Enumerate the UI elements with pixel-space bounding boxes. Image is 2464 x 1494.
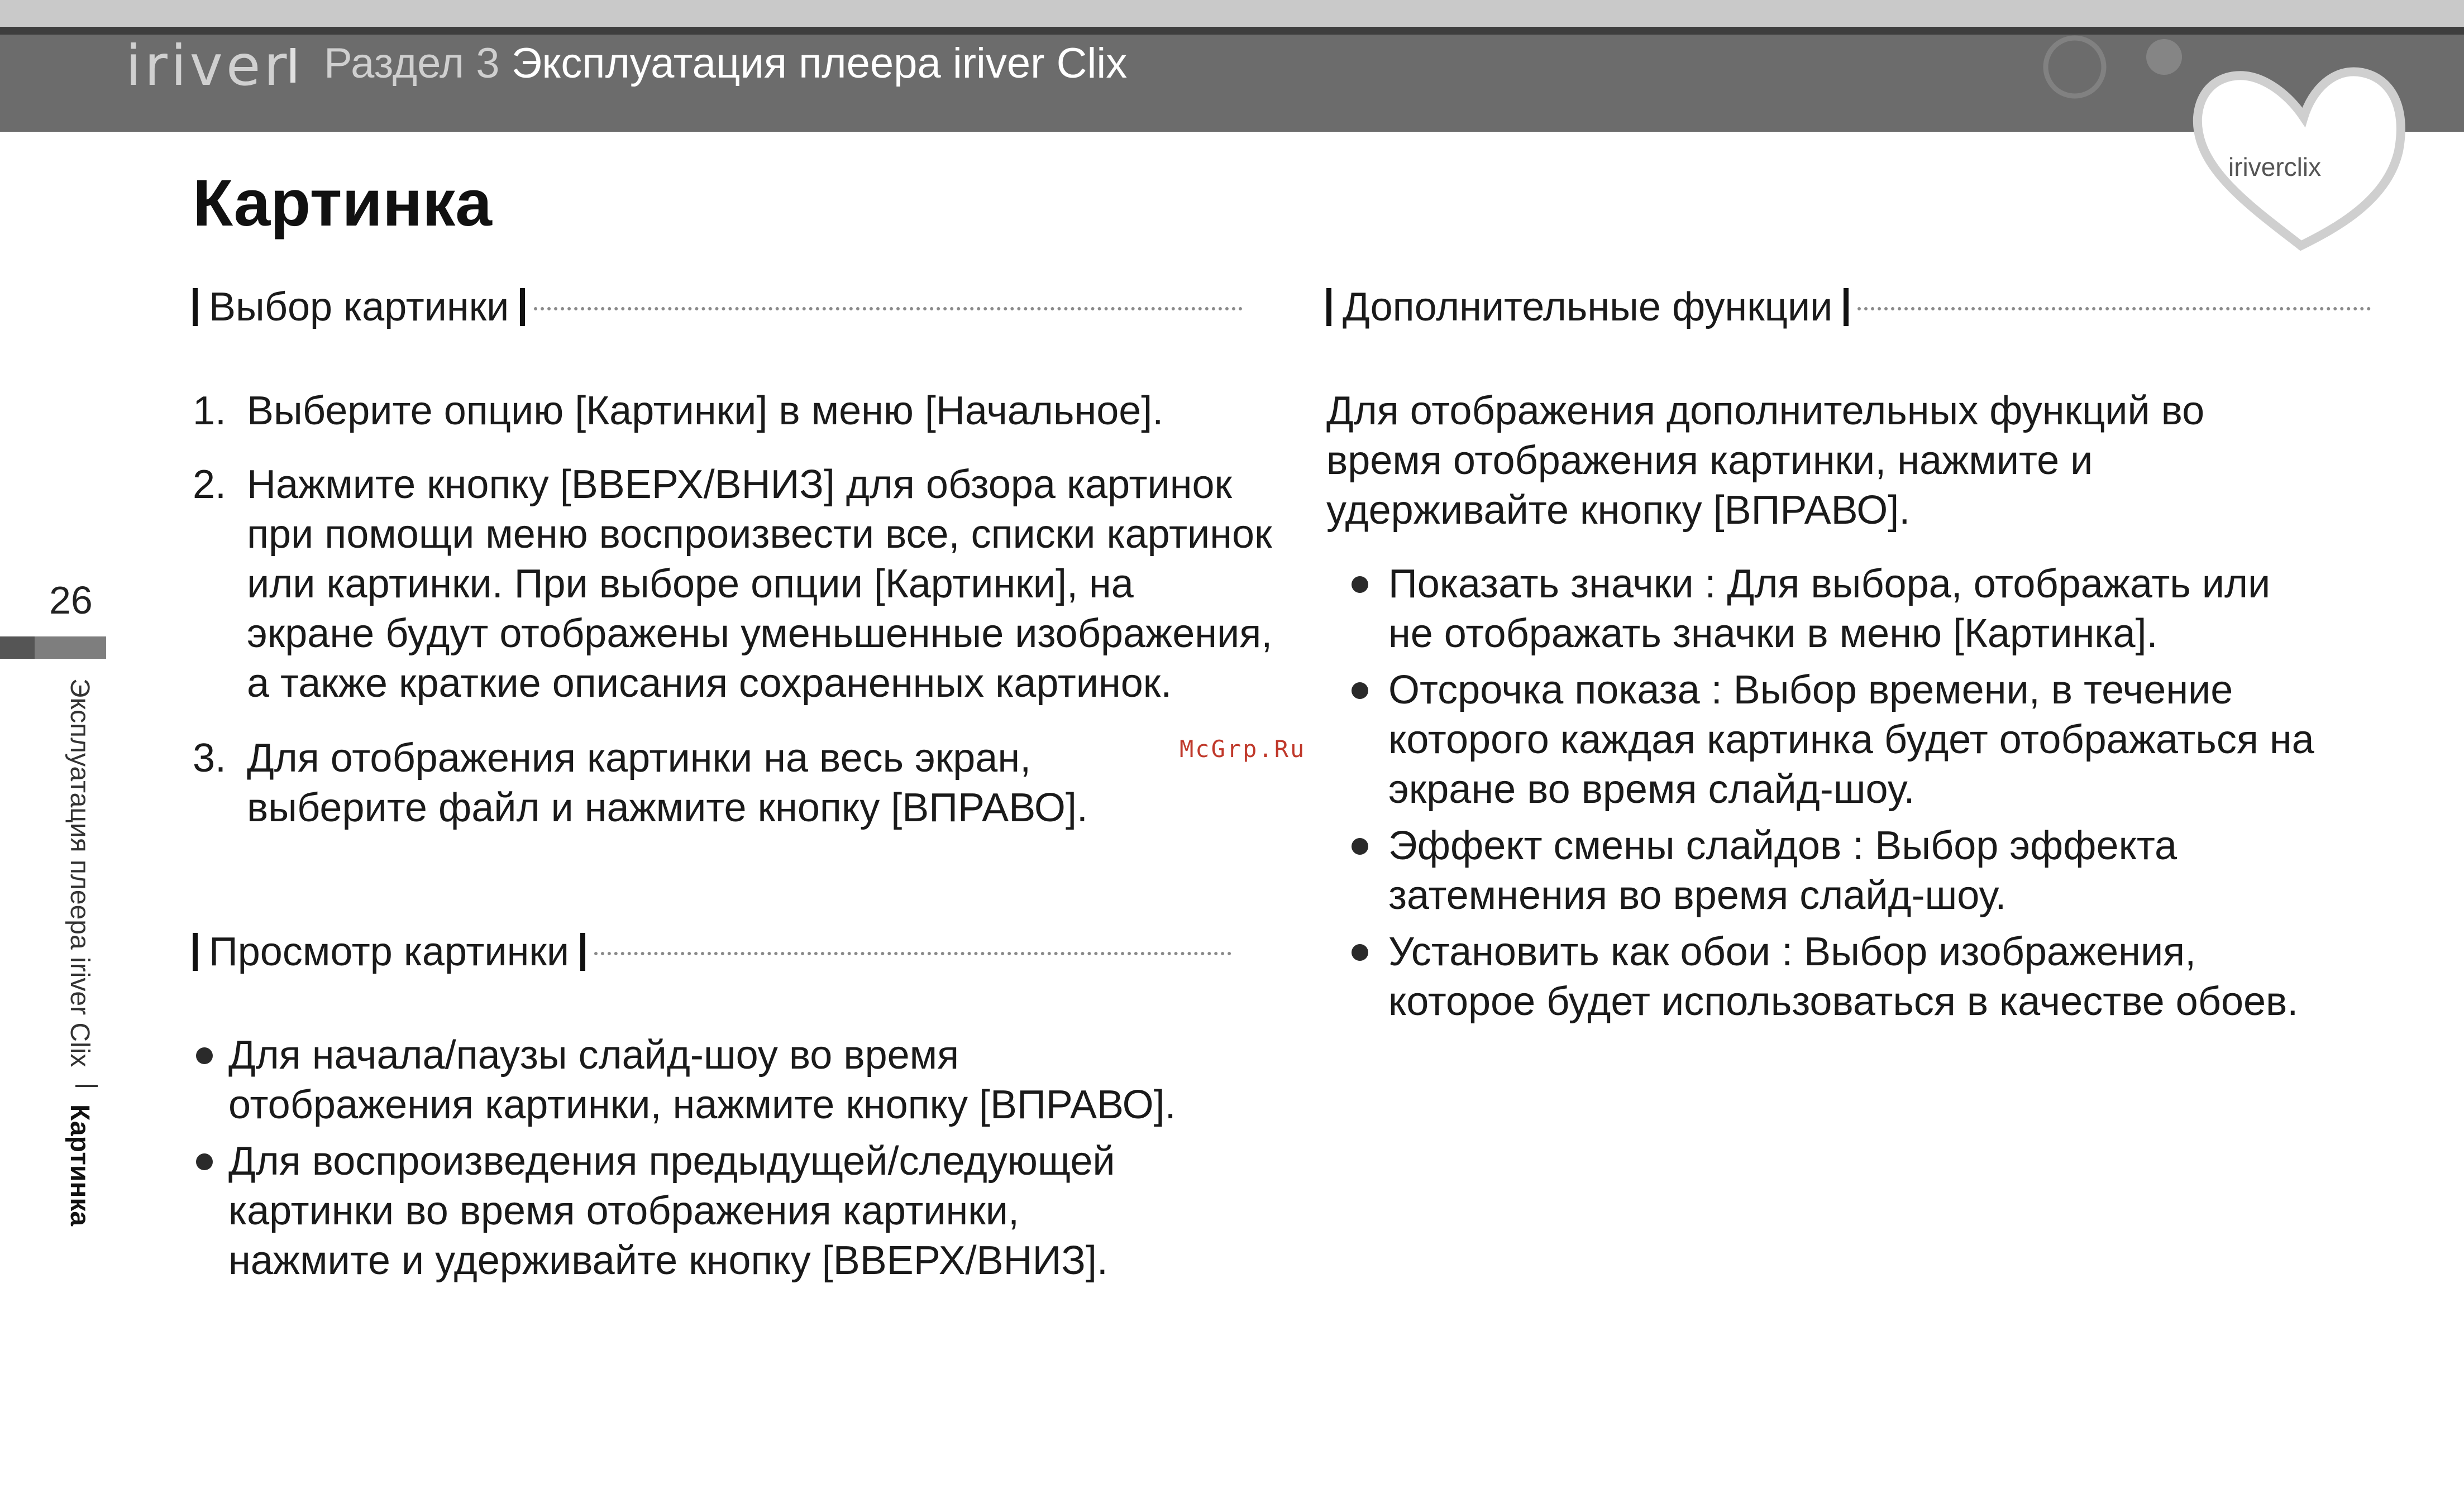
step-number: 2. bbox=[193, 462, 227, 507]
running-header bbox=[324, 42, 1127, 85]
page-tab-bar-dark bbox=[0, 636, 35, 659]
list-item bbox=[1352, 665, 2446, 815]
heading-bar-left bbox=[193, 288, 198, 326]
step-text bbox=[247, 460, 1287, 708]
extra-intro bbox=[1326, 386, 2432, 535]
heading-bar-left bbox=[1326, 288, 1331, 326]
iriver-brand-logo: iriver bbox=[126, 33, 290, 98]
heading-bar-right bbox=[580, 933, 585, 971]
side-separator bbox=[75, 1085, 98, 1087]
text-line: картинки во время отображения картинки, bbox=[228, 1189, 1020, 1233]
page-number: 26 bbox=[49, 578, 93, 622]
step-item bbox=[193, 386, 1287, 436]
text-line: Для отображения картинки на весь экран, bbox=[247, 736, 1032, 780]
section-label: Раздел 3 bbox=[324, 40, 500, 87]
text-line: а также краткие описания сохраненных картинок. bbox=[247, 661, 1172, 706]
text-line: Установить как обои : Выбор изображения, bbox=[1388, 930, 2196, 974]
text-line: выберите файл и нажмите кнопку [ВПРАВО]. bbox=[247, 786, 1088, 830]
side-chapter: Эксплуатация плеера iriver Clix bbox=[65, 678, 94, 1067]
section-heading-view bbox=[193, 927, 1231, 977]
view-bullet-list bbox=[193, 1031, 1287, 1286]
iriverclix-heart-logo bbox=[2022, 22, 2413, 257]
text-line: удерживайте кнопку [ВПРАВО]. bbox=[1326, 488, 1911, 533]
text-line: Эффект смены слайдов : Выбор эффекта bbox=[1388, 823, 2178, 868]
list-item bbox=[1352, 821, 2446, 921]
text-line: Нажмите кнопку [ВВЕРХ/ВНИЗ] для обзора картинок bbox=[247, 462, 1233, 507]
text-line: нажмите и удерживайте кнопку [ВВЕРХ/ВНИЗ]. bbox=[228, 1238, 1108, 1283]
step-text bbox=[247, 734, 1287, 833]
section-heading-view-label: Просмотр картинки bbox=[209, 930, 570, 974]
heading-bar-right bbox=[1844, 288, 1849, 326]
step-number: 1. bbox=[193, 389, 227, 433]
section-heading-extra-label: Дополнительные функции bbox=[1343, 285, 1833, 329]
text-line: Для отображения дополнительных функций во bbox=[1326, 389, 2205, 433]
section-heading-extra bbox=[1326, 282, 2371, 332]
step-text: Выберите опцию [Картинки] в меню [Начальное]. bbox=[247, 389, 1164, 433]
section-heading-select-label: Выбор картинки bbox=[209, 285, 509, 329]
heading-bar-left bbox=[193, 933, 198, 971]
chapter-title: Эксплуатация плеера iriver Clix bbox=[511, 40, 1128, 87]
text-line: которого каждая картинка будет отображаться на bbox=[1388, 717, 2314, 762]
list-item bbox=[1352, 927, 2446, 1027]
heading-dotted-rule bbox=[594, 952, 1231, 955]
text-line: экране будут отображены уменьшенные изображения, bbox=[247, 611, 1273, 656]
side-section: Картинка bbox=[65, 1104, 94, 1227]
text-line: время отображения картинки, нажмите и bbox=[1326, 438, 2093, 483]
step-number: 3. bbox=[193, 736, 227, 780]
watermark: McGrp.Ru bbox=[1180, 735, 1306, 763]
text-line: при помощи меню воспроизвести все, списки картинок bbox=[247, 512, 1272, 557]
heading-dotted-rule bbox=[1857, 307, 2371, 310]
text-line: Для начала/паузы слайд-шоу во время bbox=[228, 1033, 959, 1078]
side-running-title bbox=[66, 678, 98, 1226]
step-item bbox=[193, 460, 1287, 708]
extra-bullet-list bbox=[1352, 559, 2446, 1027]
heading-dotted-rule bbox=[534, 307, 1243, 310]
text-line: или картинки. При выборе опции [Картинки], на bbox=[247, 562, 1134, 606]
text-line: Показать значки : Для выбора, отображать или bbox=[1388, 562, 2271, 606]
text-line: затемнения во время слайд-шоу. bbox=[1388, 873, 2007, 918]
heading-bar-right bbox=[520, 288, 525, 326]
text-line: Отсрочка показа : Выбор времени, в течение bbox=[1388, 668, 2233, 712]
section-heading-select bbox=[193, 282, 1243, 332]
text-line: экране во время слайд-шоу. bbox=[1388, 767, 1915, 812]
text-line: которое будет использоваться в качестве обоев. bbox=[1388, 979, 2299, 1024]
list-item bbox=[193, 1137, 1287, 1286]
text-line: отображения картинки, нажмите кнопку [ВПРАВО]. bbox=[228, 1083, 1176, 1127]
corner-logo-text: iriverclix bbox=[2228, 152, 2322, 181]
header-separator bbox=[290, 48, 295, 83]
page-title: Картинка bbox=[193, 166, 492, 240]
list-item bbox=[193, 1031, 1287, 1130]
text-line: не отображать значки в меню [Картинка]. bbox=[1388, 611, 2158, 656]
step-item bbox=[193, 734, 1287, 833]
text-line: Для воспроизведения предыдущей/следующей bbox=[228, 1139, 1115, 1184]
list-item bbox=[1352, 559, 2446, 659]
